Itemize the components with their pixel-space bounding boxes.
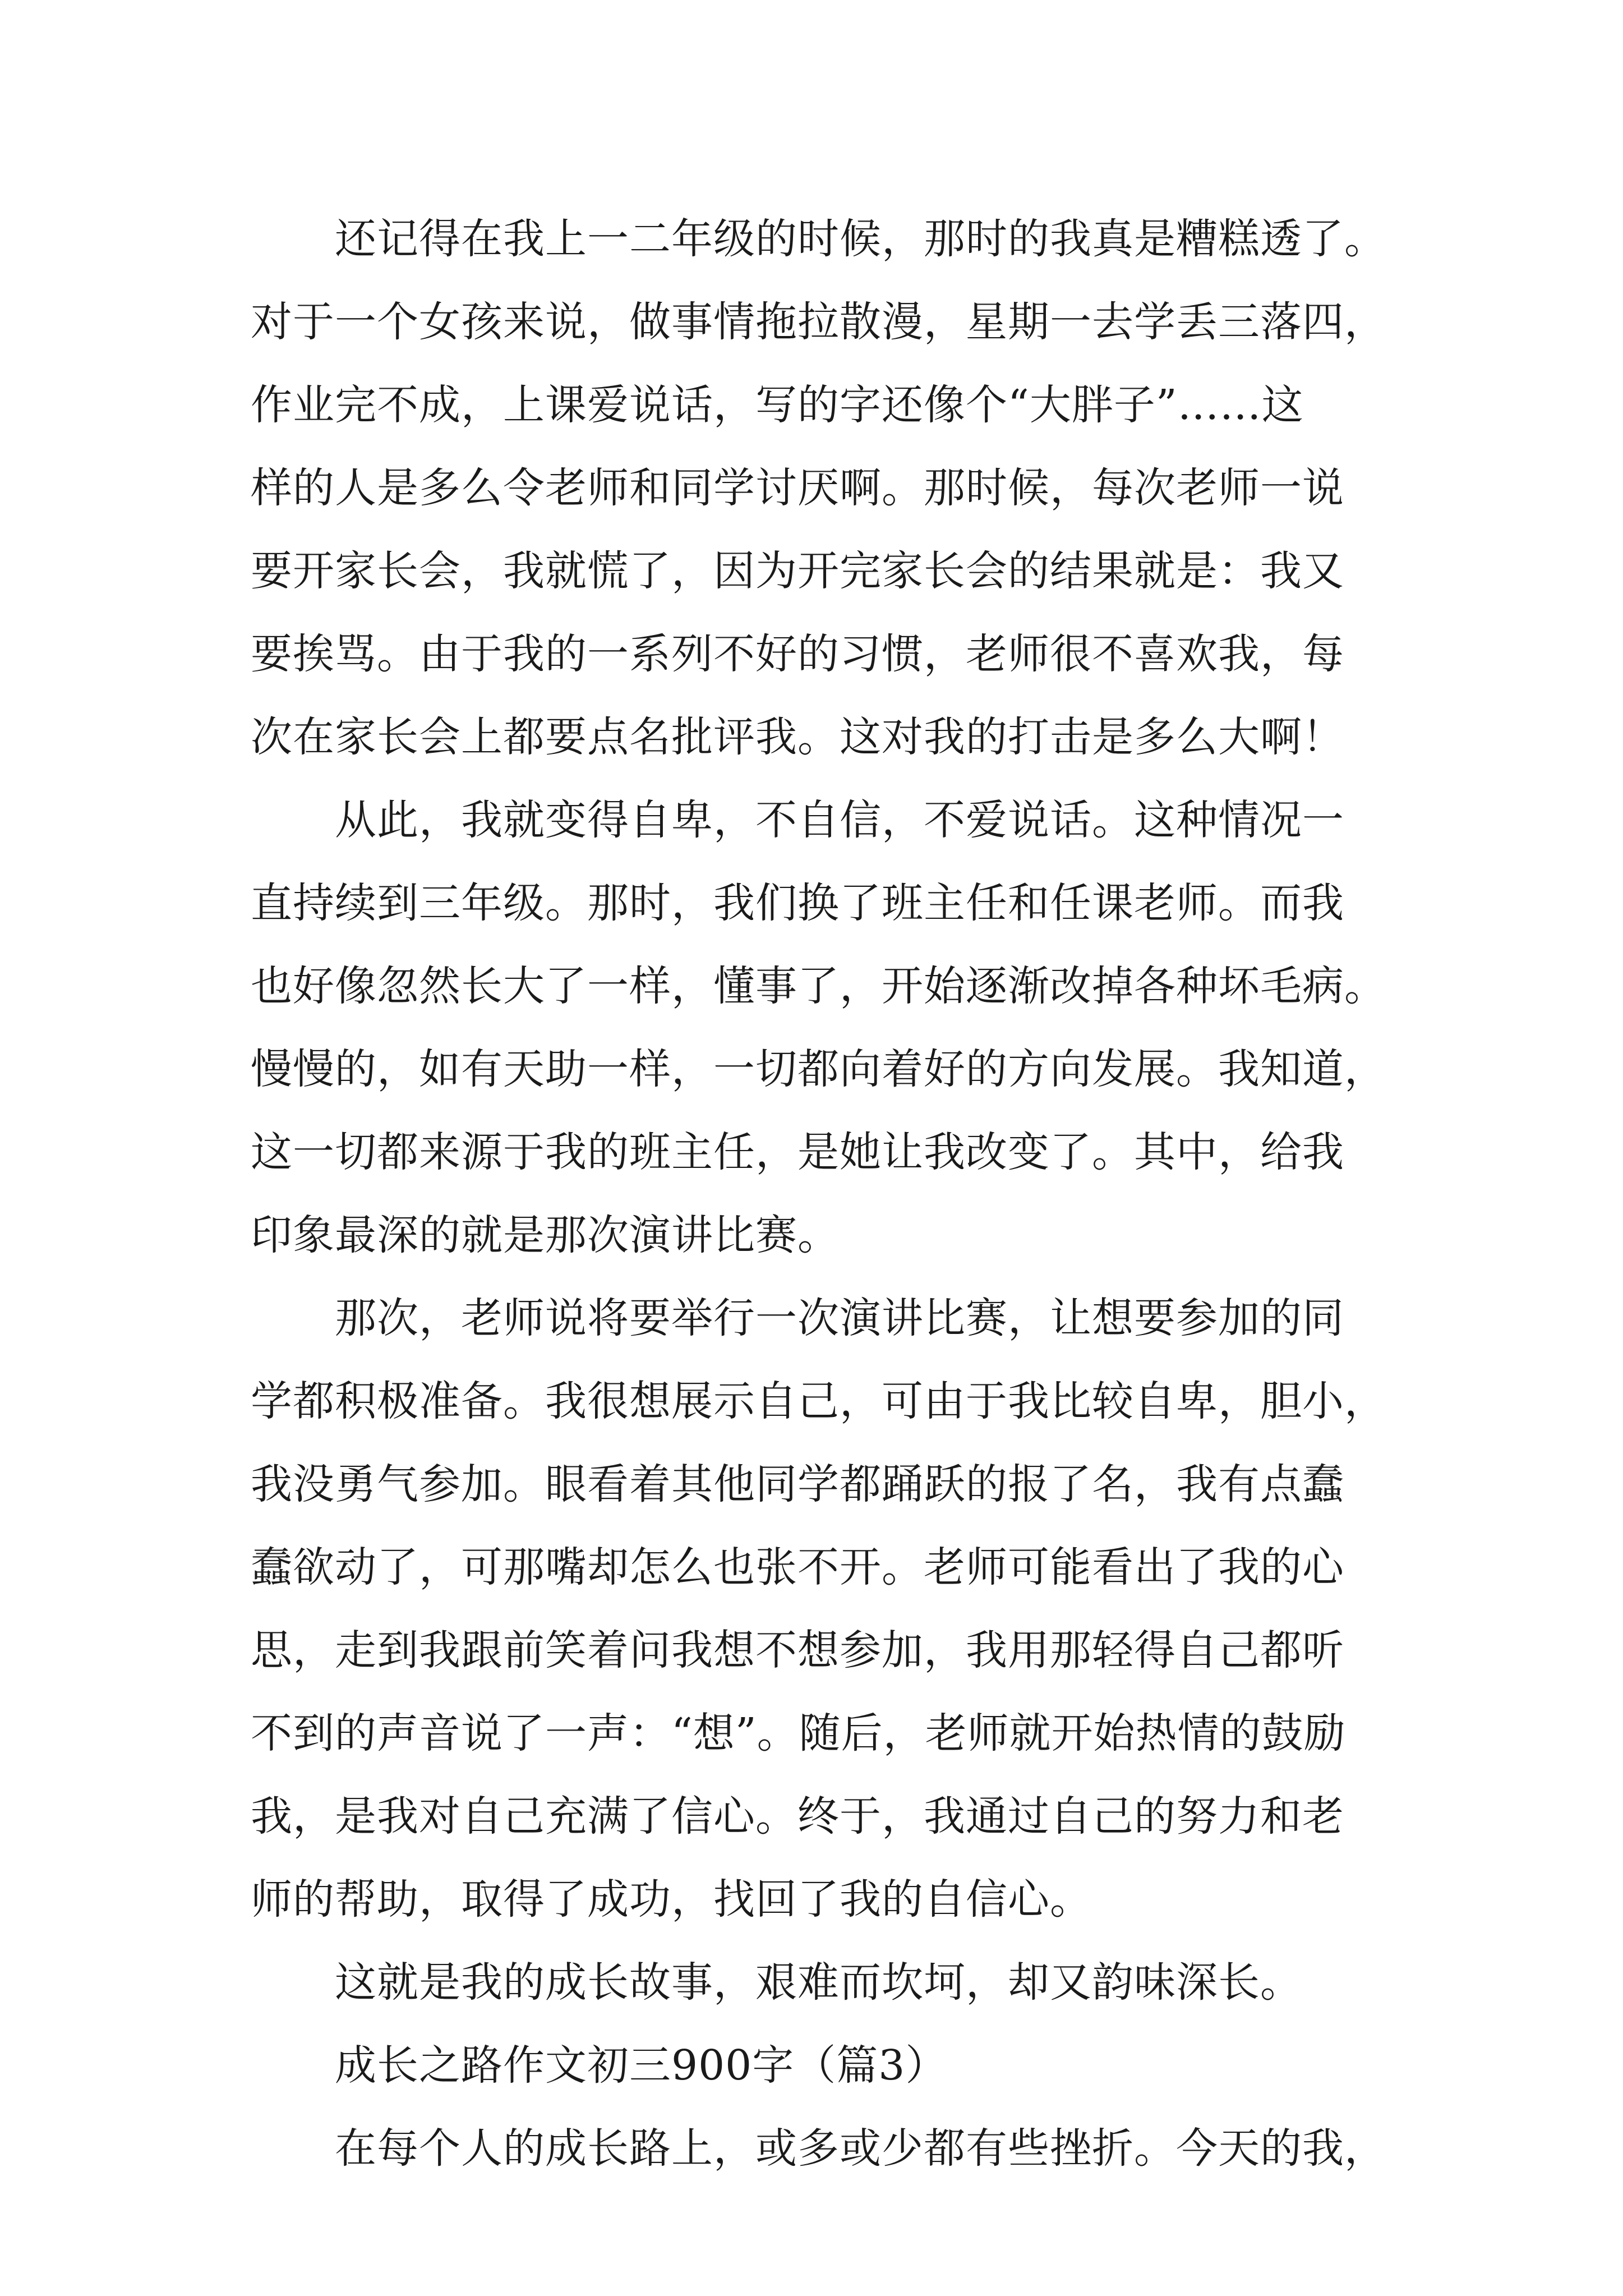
- text-line: 思，走到我跟前笑着问我想不想参加，我用那轻得自己都听: [251, 1626, 1344, 1674]
- text-line: 师的帮助，取得了成功，找回了我的自信心。: [251, 1875, 1092, 1924]
- text-line: 次在家长会上都要点名批评我。这对我的打击是多么大啊！: [251, 713, 1344, 761]
- text-line: 对于一个女孩来说，做事情拖拉散漫，星期一去学丢三落四，: [251, 298, 1386, 346]
- text-line: 学都积极准备。我很想展示自己，可由于我比较自卑，胆小，: [251, 1377, 1386, 1425]
- text-line: 也好像忽然长大了一样，懂事了，开始逐渐改掉各种坏毛病。: [251, 962, 1386, 1010]
- section-heading: 成长之路作文初三900字（篇3）: [335, 2041, 948, 2090]
- text-line: 印象最深的就是那次演讲比赛。: [251, 1211, 840, 1259]
- text-line: 我没勇气参加。眼看着其他同学都踊跃的报了名，我有点蠢: [251, 1460, 1344, 1508]
- text-line: 我，是我对自己充满了信心。终于，我通过自己的努力和老: [251, 1792, 1344, 1841]
- text-line: 样的人是多么令老师和同学讨厌啊。那时候，每次老师一说: [251, 464, 1344, 512]
- text-line: 作业完不成，上课爱说话，写的字还像个“大胖子”……这: [251, 381, 1304, 429]
- text-line: 要挨骂。由于我的一系列不好的习惯，老师很不喜欢我，每: [251, 630, 1344, 678]
- text-line: 蠢欲动了，可那嘴却怎么也张不开。老师可能看出了我的心: [251, 1543, 1344, 1591]
- text-line: 要开家长会，我就慌了，因为开完家长会的结果就是：我又: [251, 547, 1344, 595]
- text-line: 还记得在我上一二年级的时候，那时的我真是糟糕透了。: [335, 215, 1386, 263]
- text-line: 从此，我就变得自卑，不自信，不爱说话。这种情况一: [335, 796, 1344, 844]
- text-line: 直持续到三年级。那时，我们换了班主任和任课老师。而我: [251, 879, 1344, 927]
- text-line: 这一切都来源于我的班主任，是她让我改变了。其中，给我: [251, 1128, 1344, 1176]
- text-line: 不到的声音说了一声：“想”。随后，老师就开始热情的鼓励: [251, 1709, 1346, 1757]
- text-line: 慢慢的，如有天助一样，一切都向着好的方向发展。我知道，: [251, 1045, 1386, 1093]
- text-line: 这就是我的成长故事，艰难而坎坷，却又韵味深长。: [335, 1958, 1302, 2007]
- text-line: 那次，老师说将要举行一次演讲比赛，让想要参加的同: [335, 1294, 1344, 1342]
- text-line: 在每个人的成长路上，或多或少都有些挫折。今天的我，: [335, 2124, 1386, 2173]
